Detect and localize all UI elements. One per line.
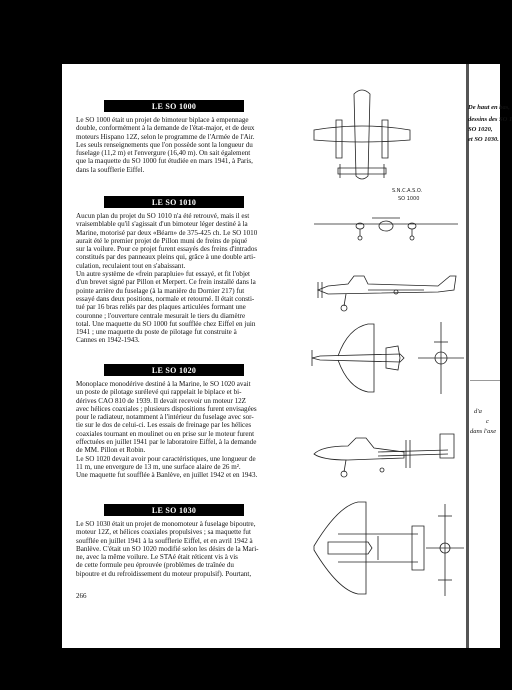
text-line: pointe arrière du fuselage (à la manière du Dornier 217) fut xyxy=(76,286,245,295)
page-gutter xyxy=(466,64,469,648)
caption-line: dessins des SO 1 xyxy=(468,116,512,123)
section-title-so1020: LE SO 1020 xyxy=(104,364,244,376)
drawing-label-maker: S.N.C.A.S.O. xyxy=(392,188,423,194)
text-line: tué par 16 bras reliés par des plaques articulées formant une xyxy=(76,303,246,312)
section-text-so1020 xyxy=(76,380,302,480)
text-line: dans la soufflerie Eiffel. xyxy=(76,165,145,174)
fragment-text: dans l'axe xyxy=(470,428,497,435)
text-line: Une maquette fut soufflée à Banlève, en juillet 1942 et en 1943. xyxy=(76,471,258,480)
text-line: d'un brevet signé par Pillon et Merpert. Ce frein installé dans la xyxy=(76,278,256,287)
text-line: ne, avec la même voilure. Le STAé était réticent vis à vis xyxy=(76,553,238,562)
section-text-so1030 xyxy=(76,520,302,578)
text-line: Les seuls renseignements que l'on possède sont la longueur du xyxy=(76,140,253,149)
text-line: culation, reculaient tout en s'abaissant. xyxy=(76,261,186,270)
fragment-text: d'a xyxy=(474,408,482,415)
section-title-so1010: LE SO 1010 xyxy=(104,196,244,208)
text-line: aurait été le premier projet de Pillon muni de freins de piqué xyxy=(76,236,248,245)
text-line: Un autre système de «frein parapluie» fut essayé, et fit l'objet xyxy=(76,270,251,279)
page-number: 266 xyxy=(76,592,87,600)
text-line: Aucun plan du projet du SO 1010 n'a été retrouvé, mais il est xyxy=(76,212,250,220)
text-line: 1941 ; une maquette du poste de pilotage fut construite à xyxy=(76,328,237,337)
text-line: dérives CAO 810 de 1939. Il devait recevoir un moteur 12Z xyxy=(76,396,247,405)
caption-line: SO 1020, xyxy=(468,126,493,133)
section-text-so1010 xyxy=(76,212,302,345)
text-line: Marine, motorisé par deux «Béarn» de 375-425 ch. Le SO 1010 xyxy=(76,228,258,237)
drawing-so1030-side xyxy=(308,424,466,484)
text-line: Cannes en 1942-1943. xyxy=(76,336,140,345)
caption-line: et SO 1030. xyxy=(468,136,499,143)
text-line: Le SO 1000 était un projet de bimoteur biplace à empennage xyxy=(76,116,249,124)
text-line: soufflée en juillet 1941 à la soufflerie Eiffel, et en avril 1942 à xyxy=(76,536,253,545)
text-line: essayé dans deux positions, normale et retourné. Il était consti- xyxy=(76,294,255,303)
text-line: de MM. Pillon et Robin. xyxy=(76,446,146,455)
drawing-label-model: SO 1000 xyxy=(398,196,420,202)
fragment-text: c xyxy=(486,418,489,425)
drawing-so1020-top xyxy=(308,318,466,400)
edge-rule xyxy=(470,380,500,381)
text-line: avec hélices coaxiales ; plusieurs dispositions furent envisagées xyxy=(76,404,257,413)
text-line: couronne ; l'ouverture centrale mesurait le tiers du diamètre xyxy=(76,311,246,320)
text-line: coaxiales tournant en moulinet ou en prise sur le moteur furent xyxy=(76,429,255,438)
text-line: de cette formule peu éprouvée (problèmes de traînée du xyxy=(76,561,234,570)
section-title-so1000: LE SO 1000 xyxy=(104,100,244,112)
text-line: moteurs Hispano 12Z, selon le programme de l'Armée de l'Air. xyxy=(76,132,255,141)
text-line: double, conformément à la demande de l'état-major, et de deux xyxy=(76,124,255,133)
text-line: effectuées en juillet 1941 par le laboratoire Eiffel, à la demande xyxy=(76,438,257,447)
text-line: tie sur le dos de celui-ci. Les essais de freinage par les hélices xyxy=(76,421,252,430)
text-line: total. Une maquette du SO 1000 fut soufflée chez Eiffel en juin xyxy=(76,319,256,328)
text-line: fuselage (11,2 m) et l'envergure (16,40 m). On sait également xyxy=(76,149,251,158)
text-line: constitués par des panneaux pleins qui, grâce à une double arti- xyxy=(76,253,256,262)
document-page xyxy=(62,64,470,648)
text-line: Banlève. C'était un SO 1020 modifié selon les désirs de la Mari- xyxy=(76,544,259,553)
section-text-so1000 xyxy=(76,116,302,174)
text-line: bipoutre et du refroidissement du moteur propulsif). Pourtant, xyxy=(76,569,252,578)
text-line: que la maquette du SO 1000 fut étudiée en mars 1941, à Paris, xyxy=(76,157,253,166)
text-line: sur la voilure. Pour ce projet furent essayés des freins d'intrados xyxy=(76,245,258,254)
text-line: Le SO 1030 était un projet de monomoteur à fuselage bipoutre, xyxy=(76,520,256,528)
text-line: vraisemblable qu'il s'agissait d'un bimoteur léger destiné à la xyxy=(76,220,248,229)
text-line: moteur 12Z, et hélices coaxiales propulsives ; sa maquette fut xyxy=(76,528,251,537)
text-line: pour le radiateur, notamment à l'intérieur du fuselage avec sor- xyxy=(76,413,254,422)
text-line: 11 m, une envergure de 13 m, une surface alaire de 26 m². xyxy=(76,462,241,471)
text-line: un poste de pilotage surélevé qui rappelait le biplace et bi- xyxy=(76,388,242,397)
drawing-so1000 xyxy=(308,84,466,280)
drawing-so1030-top xyxy=(308,496,466,608)
caption-line: De haut en bas, xyxy=(468,104,510,111)
text-line: Le SO 1020 devait avoir pour caractéristiques, une longueur de xyxy=(76,454,256,463)
drawing-so1020-side xyxy=(308,260,466,316)
adjacent-page-edge xyxy=(468,64,512,648)
section-title-so1030: LE SO 1030 xyxy=(104,504,244,516)
text-line: Monoplace monodérive destiné à la Marine, le SO 1020 avait xyxy=(76,380,251,388)
